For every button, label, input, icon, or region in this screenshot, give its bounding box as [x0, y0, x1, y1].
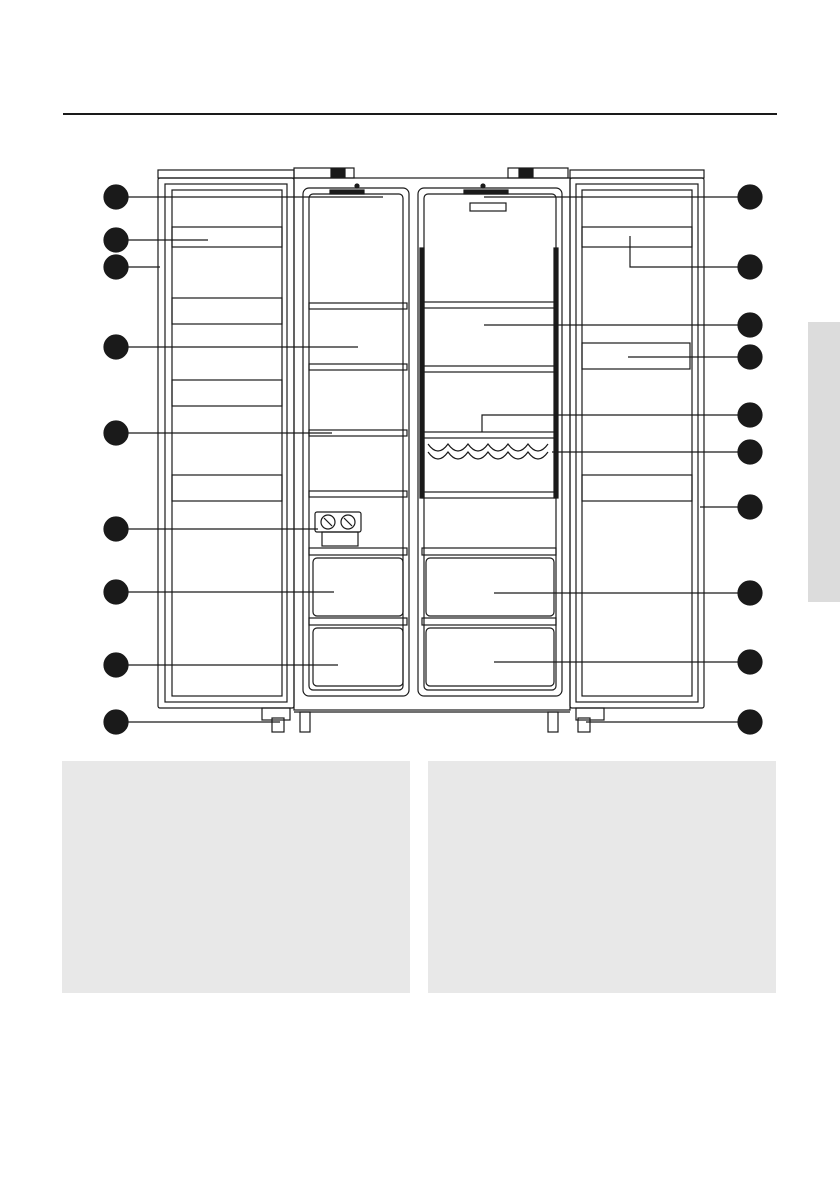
right-door — [570, 178, 704, 708]
wine-rack — [428, 444, 548, 459]
right-door-bins — [582, 227, 692, 501]
callout-marker — [738, 710, 762, 734]
left-door-bins — [172, 227, 282, 501]
info-panel-right — [428, 761, 776, 993]
callout-marker — [104, 710, 128, 734]
callout-marker — [738, 495, 762, 519]
freezer-drawers — [309, 558, 407, 686]
callout-marker — [738, 345, 762, 369]
callout-marker — [104, 185, 128, 209]
fridge-compartment — [418, 184, 562, 696]
callout-marker — [738, 403, 762, 427]
freezer-shelves — [309, 303, 407, 497]
ice-maker — [315, 512, 361, 546]
info-panel-left — [62, 761, 410, 993]
callout-marker — [104, 580, 128, 604]
callout-marker — [738, 313, 762, 337]
callout-marker — [738, 581, 762, 605]
callout-marker — [738, 650, 762, 674]
callout-marker — [104, 228, 128, 252]
left-door — [158, 178, 294, 708]
callout-marker — [104, 653, 128, 677]
top-hinges — [158, 168, 704, 178]
callout-marker — [738, 185, 762, 209]
freezer-light — [330, 184, 364, 194]
callout-marker — [738, 255, 762, 279]
crisper-drawers — [422, 558, 556, 686]
callout-marker — [104, 421, 128, 445]
callout-marker — [104, 517, 128, 541]
left-callouts — [104, 185, 383, 734]
callout-marker — [738, 440, 762, 464]
freezer-compartment — [303, 184, 409, 696]
callout-marker — [104, 255, 128, 279]
right-callouts — [482, 185, 762, 734]
fridge-shelves — [420, 248, 558, 498]
callout-marker — [104, 335, 128, 359]
